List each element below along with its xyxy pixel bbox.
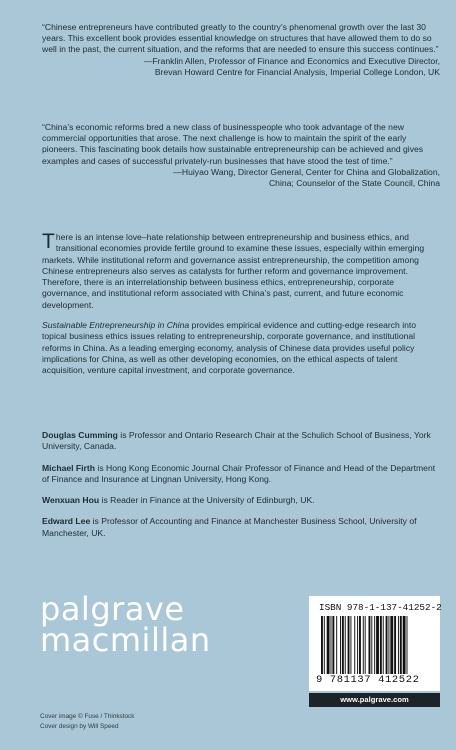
quote-text: “China’s economic reforms bred a new class of businesspeople who took advantage of the new commercial opportunities that arose. The next challenge is how to maintain the spirit of the early pioneers. This fascinating book details how sustainable entrepreneurship can be achieved and gives examples and cases of successful privately-run businesses that have stood the test of time.”: [42, 122, 424, 166]
description-paragraph-1: [42, 232, 440, 311]
isbn-barcode-panel: [309, 596, 440, 691]
author-description: is Reader in Finance at the University of Edinburgh, UK.: [99, 495, 315, 506]
barcode-bar: [376, 616, 379, 674]
barcode-bar: [354, 616, 355, 674]
book-description: [42, 232, 440, 386]
barcode-bar: [394, 616, 396, 674]
quote-attribution-line2: Brevan Howard Centre for Financial Analysis, Imperial College London, UK: [154, 66, 440, 77]
publisher-url[interactable]: www.palgrave.com: [309, 693, 440, 707]
barcode-bar: [331, 616, 332, 674]
barcode-bar: [363, 616, 364, 674]
barcode-bar: [383, 616, 384, 674]
logo-line-2: macmillan: [40, 621, 211, 659]
barcode-bar: [365, 616, 366, 674]
barcode-bar: [357, 616, 358, 674]
author-description: is Hong Kong Economic Journal Chair Professor of Finance and Head of the Department of Finance and Insurance at Lingnan University, Hong Kong.: [42, 462, 436, 484]
description-text: here is an intense love–hate relationship between entrepreneurship and business ethics, and transitional economies provide fertile ground to examine these issues, especially within emerging markets. While institutional reform and governance assist entrepreneurship, the competition among Chinese entrepreneurs also serves as catalysts for further reform and governance improvement. Therefore, there is an interrelationship between business ethics, entrepreneurship, corporate governance, and institutional reform associated with China’s past, current, and future economic development.: [42, 232, 425, 310]
publisher-logo: [40, 590, 211, 659]
barcode-bar: [321, 616, 323, 674]
barcode-bar: [371, 616, 372, 674]
author-bio-1: [42, 430, 440, 453]
drop-cap: T: [42, 230, 55, 253]
author-bios: [42, 430, 440, 549]
isbn-label: ISBN 978-1-137-41252-2: [319, 602, 442, 613]
barcode-bar: [340, 616, 341, 674]
quote-attribution-line1: —Franklin Allen, Professor of Finance and Economics and Executive Director,: [143, 55, 440, 66]
barcode-bar: [342, 616, 344, 674]
barcode-number: 9 781137 412522: [316, 674, 420, 686]
author-bio-3: [42, 495, 440, 506]
barcode-bar: [388, 616, 389, 674]
barcode-bar: [374, 616, 375, 674]
barcode-bar: [345, 616, 346, 674]
author-name: Wenxuan Hou: [42, 495, 100, 506]
barcode-bar: [327, 616, 330, 674]
barcode-bar: [386, 616, 388, 674]
barcode-bar: [324, 616, 325, 674]
quote-attribution-line2: China; Counselor of the State Council, China: [268, 178, 440, 189]
author-bio-2: [42, 463, 440, 486]
endorsement-quote-2: [42, 122, 440, 189]
barcode-bar: [407, 616, 408, 674]
quote-text: “Chinese entrepreneurs have contributed greatly to the country’s phenomenal growth over the last 30 years. This excellent book provides essential knowledge on structures that have allowed them to do so well in the past, the current situation, and the reforms that are needed to ensure this success continues.”: [42, 22, 439, 55]
barcode-bar: [336, 616, 337, 674]
author-bio-4: [42, 516, 440, 539]
barcode-bar: [348, 616, 350, 674]
description-paragraph-2: [42, 320, 440, 376]
barcode-bar: [398, 616, 399, 674]
barcode-bars: [321, 616, 431, 674]
barcode-bar: [400, 616, 402, 674]
endorsement-quote-1: [42, 22, 440, 78]
cover-credits: [40, 712, 134, 732]
author-description: is Professor of Accounting and Finance at Manchester Business School, University of Manchester, UK.: [42, 516, 417, 538]
author-description: is Professor and Ontario Research Chair at the Schulich School of Business, York University, Canada.: [42, 430, 431, 452]
author-name: Edward Lee: [42, 516, 91, 527]
logo-line-1: palgrave: [40, 590, 185, 628]
barcode-bar: [369, 616, 371, 674]
book-title-italic: Sustainable Entrepreneurship in China: [42, 320, 190, 331]
author-name: Michael Firth: [42, 462, 96, 473]
cover-design-credit: Cover design by Will Speed: [40, 723, 119, 730]
quote-attribution-line1: —Huiyao Wang, Director General, Center for China and Globalization,: [173, 166, 440, 177]
cover-image-credit: Cover image © Fuse / Thinkstock: [40, 713, 135, 720]
barcode-bar: [403, 616, 406, 674]
author-name: Douglas Cumming: [42, 430, 118, 440]
description-text: provides empirical evidence and cutting-edge research into topical business ethics issues relating to entrepreneurship, corporate governance, and institutional reforms in China. As a leading emerging economy, analysis of Chinese data provides useful policy implications for China, as well as other developing economies, on the ethical aspects of talent acquisition, venture capital investment, and corporate governance.: [42, 320, 417, 376]
barcode-bar: [390, 616, 393, 674]
barcode-bar: [332, 616, 334, 674]
barcode-bar: [359, 616, 361, 674]
barcode-bar: [380, 616, 382, 674]
barcode-bar: [350, 616, 351, 674]
